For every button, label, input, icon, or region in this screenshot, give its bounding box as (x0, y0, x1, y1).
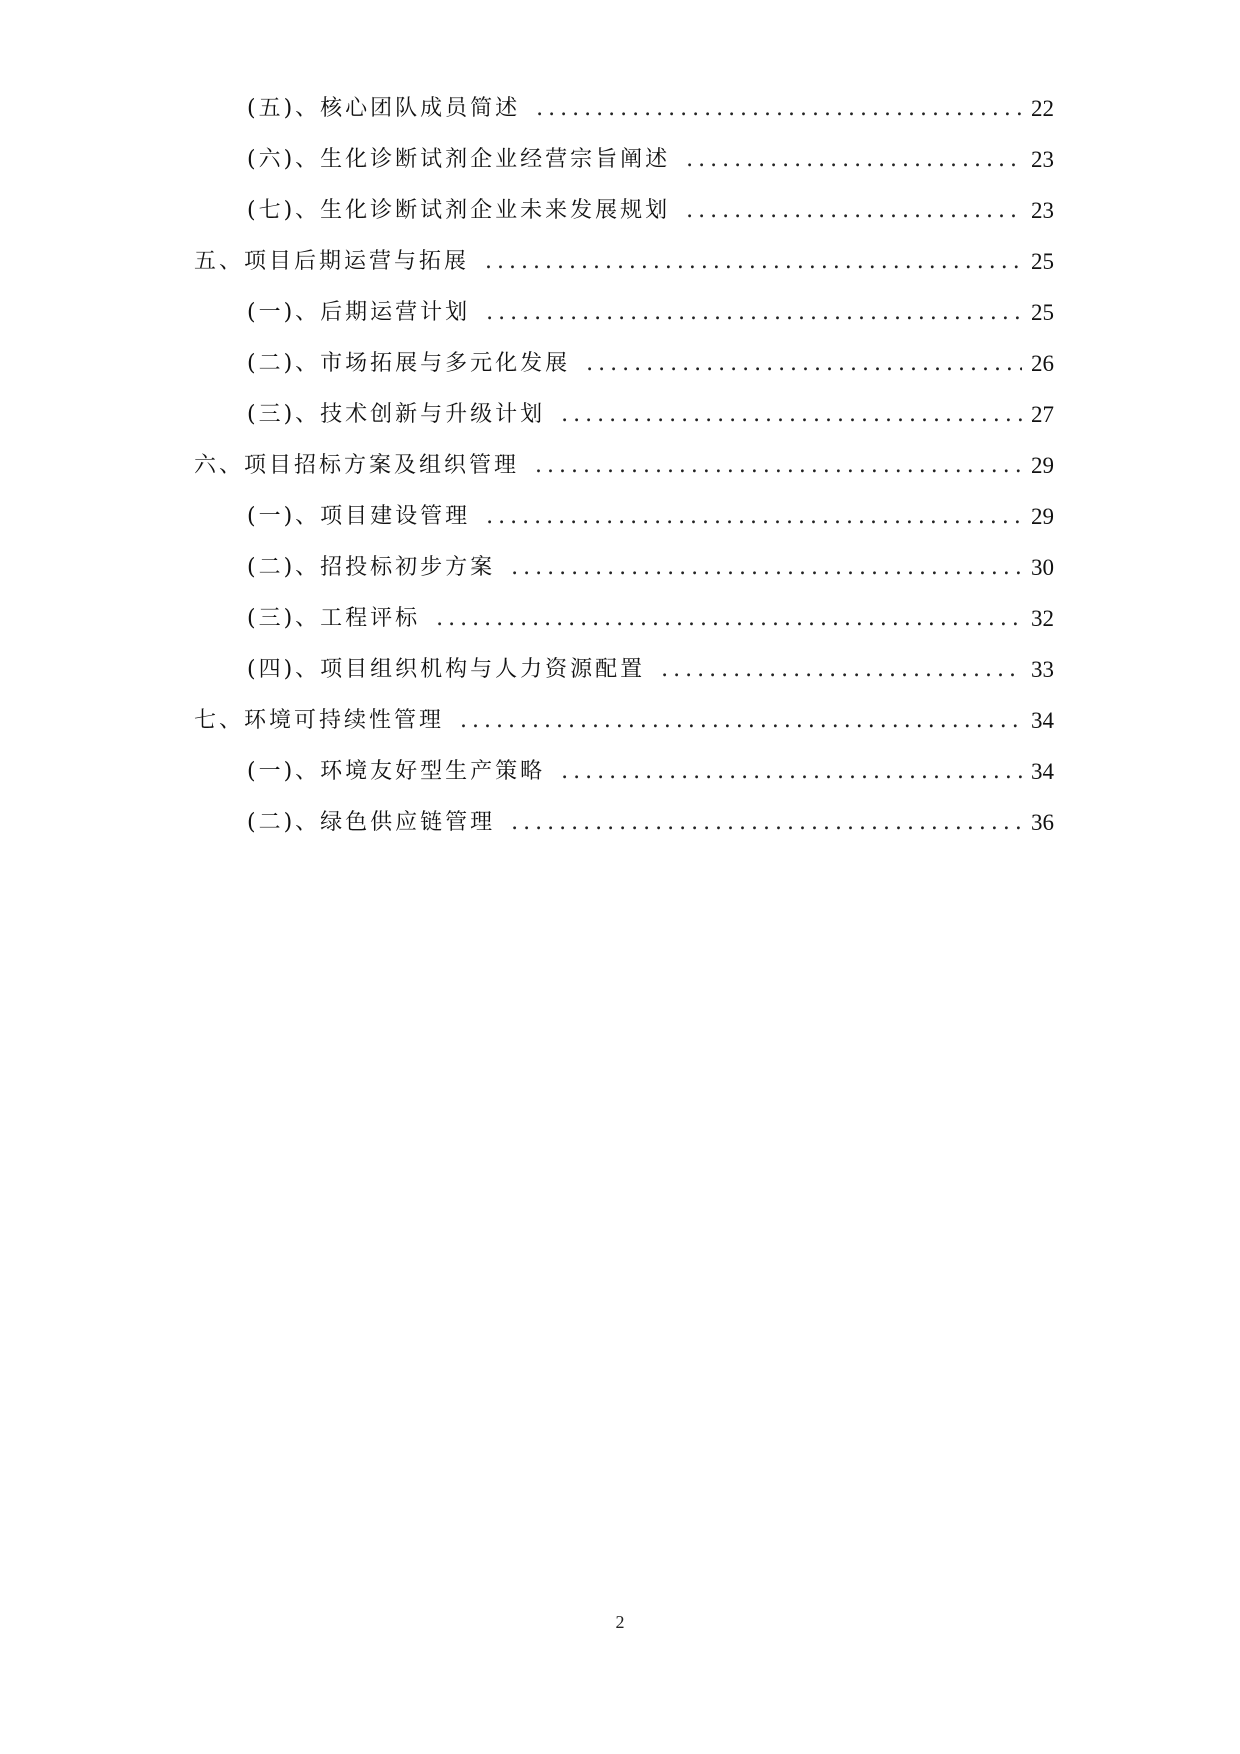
toc-chapter-entry[interactable] (0, 695, 1240, 746)
toc-entry-page: 32 (1031, 606, 1054, 631)
toc-dot-leader (486, 302, 1022, 324)
toc-entry-title: (五)、核心团队成员简述 (247, 95, 521, 121)
toc-entry[interactable] (0, 134, 1240, 185)
toc-entry-title: (一)、环境友好型生产策略 (247, 758, 546, 784)
toc-entry-title: (三)、工程评标 (247, 605, 421, 631)
toc-dot-leader (511, 557, 1022, 579)
toc-dot-leader (535, 455, 1022, 477)
toc-entry-page: 34 (1031, 759, 1054, 784)
toc-dot-leader (561, 404, 1022, 426)
toc-entry-title: 七、环境可持续性管理 (194, 707, 445, 733)
toc-dot-leader (486, 506, 1022, 528)
toc-entry-title: 五、项目后期运营与拓展 (194, 248, 470, 274)
toc-entry[interactable] (0, 338, 1240, 389)
toc-entry[interactable] (0, 797, 1240, 848)
table-of-contents (0, 83, 1240, 848)
toc-entry-title: (二)、市场拓展与多元化发展 (247, 350, 571, 376)
toc-entry-title: (二)、招投标初步方案 (247, 554, 496, 580)
page-number: 2 (615, 1612, 625, 1632)
toc-dot-leader (436, 608, 1022, 630)
toc-dot-leader (686, 149, 1022, 171)
toc-entry-title: 六、项目招标方案及组织管理 (194, 452, 520, 478)
toc-dot-leader (586, 353, 1022, 375)
toc-entry-title: (二)、绿色供应链管理 (247, 809, 496, 835)
toc-dot-leader (561, 761, 1022, 783)
toc-entry-page: 36 (1031, 810, 1054, 835)
toc-entry[interactable] (0, 491, 1240, 542)
toc-entry[interactable] (0, 542, 1240, 593)
toc-entry-page: 23 (1031, 147, 1054, 172)
toc-entry-page: 25 (1031, 300, 1054, 325)
toc-chapter-entry[interactable] (0, 236, 1240, 287)
toc-entry[interactable] (0, 593, 1240, 644)
toc-entry[interactable] (0, 185, 1240, 236)
toc-entry[interactable] (0, 83, 1240, 134)
toc-entry-title: (四)、项目组织机构与人力资源配置 (247, 656, 646, 682)
toc-entry-title: (七)、生化诊断试剂企业未来发展规划 (247, 197, 671, 223)
toc-entry-title: (六)、生化诊断试剂企业经营宗旨阐述 (247, 146, 671, 172)
toc-dot-leader (686, 200, 1022, 222)
toc-entry-title: (三)、技术创新与升级计划 (247, 401, 546, 427)
toc-entry-page: 29 (1031, 453, 1054, 478)
toc-entry-page: 29 (1031, 504, 1054, 529)
toc-chapter-entry[interactable] (0, 440, 1240, 491)
toc-entry-page: 33 (1031, 657, 1054, 682)
toc-entry-page: 25 (1031, 249, 1054, 274)
toc-dot-leader (485, 251, 1022, 273)
toc-entry[interactable] (0, 746, 1240, 797)
toc-entry[interactable] (0, 644, 1240, 695)
toc-entry[interactable] (0, 287, 1240, 338)
toc-entry-title: (一)、项目建设管理 (247, 503, 471, 529)
toc-entry-page: 26 (1031, 351, 1054, 376)
toc-dot-leader (511, 812, 1022, 834)
toc-entry[interactable] (0, 389, 1240, 440)
toc-dot-leader (536, 98, 1022, 120)
toc-dot-leader (661, 659, 1022, 681)
toc-dot-leader (460, 710, 1022, 732)
toc-entry-page: 23 (1031, 198, 1054, 223)
toc-entry-page: 22 (1031, 96, 1054, 121)
toc-entry-page: 30 (1031, 555, 1054, 580)
toc-entry-title: (一)、后期运营计划 (247, 299, 471, 325)
toc-entry-page: 34 (1031, 708, 1054, 733)
toc-entry-page: 27 (1031, 402, 1054, 427)
